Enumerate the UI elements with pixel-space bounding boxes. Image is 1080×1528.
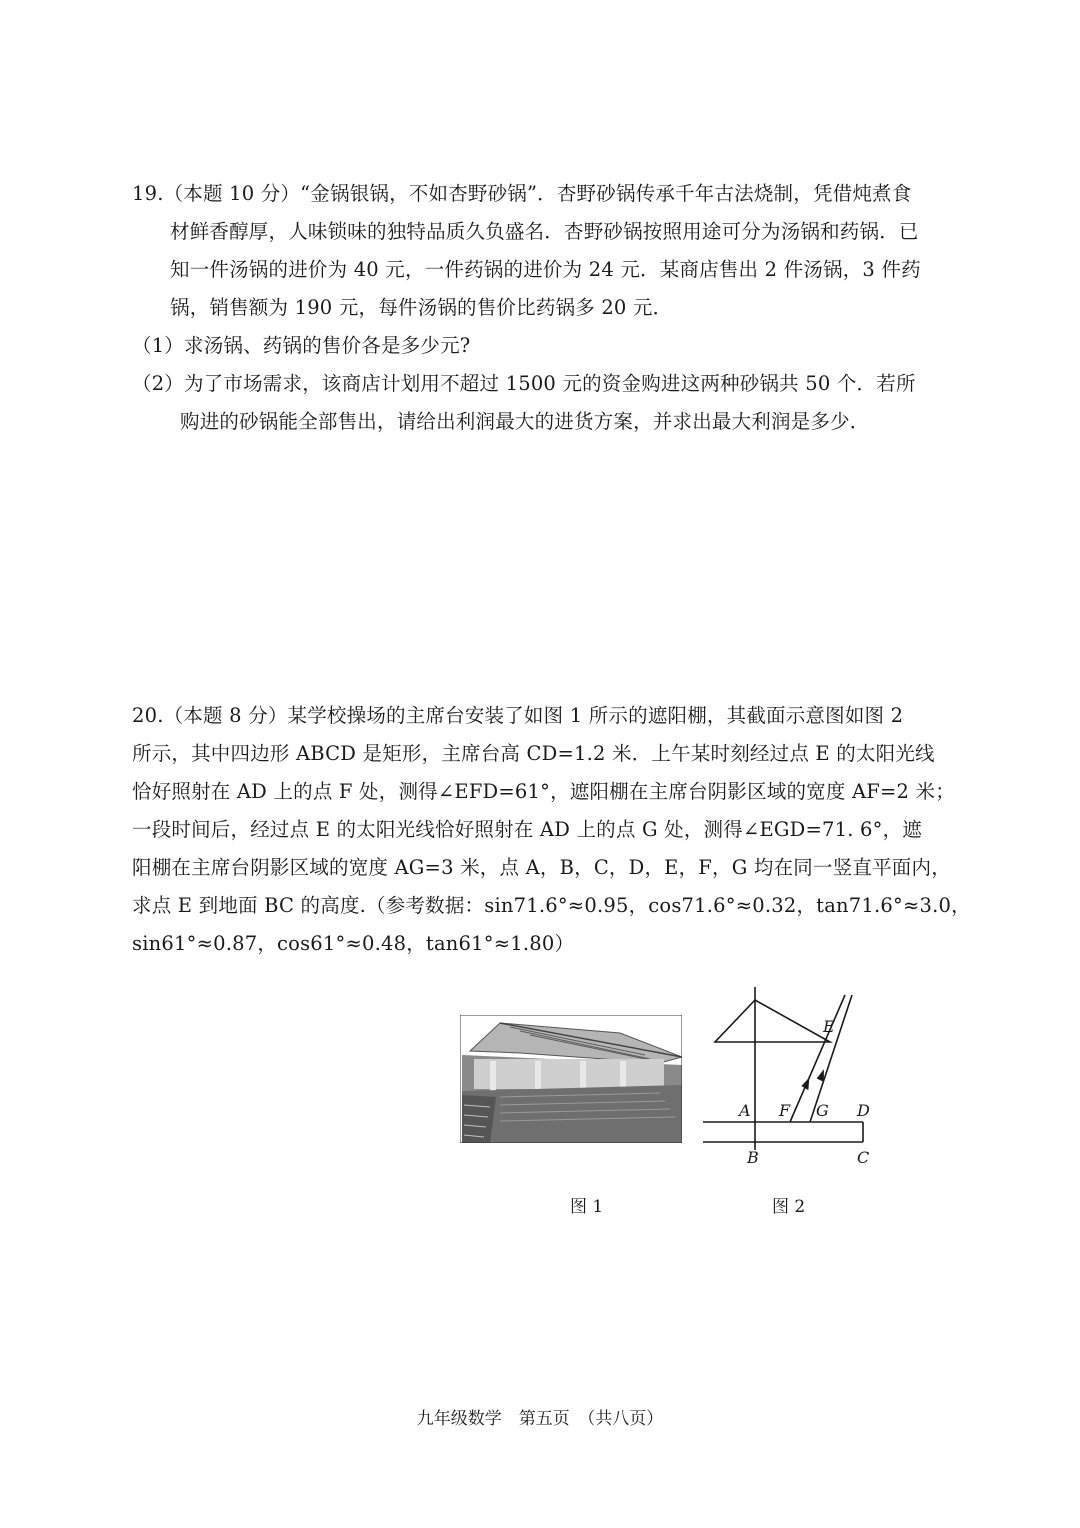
- label-D: D: [857, 1101, 870, 1120]
- figure-1-photo: [460, 1015, 682, 1143]
- label-E: E: [823, 1017, 835, 1036]
- canopy-triangle: [715, 1000, 830, 1042]
- q19-line-3: 知一件汤锅的进价为 40 元，一件药锅的进价为 24 元．某商店售出 2 件汤锅，3 件药: [170, 258, 921, 281]
- q20-line-4: 一段时间后，经过点 E 的太阳光线恰好照射在 AD 上的点 G 处，测得∠EGD=71. 6°，遮: [132, 818, 923, 841]
- figure-2-caption: 图 2: [772, 1197, 806, 1217]
- q19-line-2: 材鲜香醇厚，人味锁味的独特品质久负盛名．杏野砂锅按照用途可分为汤锅和药锅．已: [170, 220, 919, 243]
- label-C: C: [857, 1148, 870, 1167]
- label-F: F: [779, 1101, 791, 1120]
- q19-part-1: （1）求汤锅、药锅的售价各是多少元?: [132, 334, 471, 357]
- q19-line-4: 锅，销售额为 190 元，每件汤锅的售价比药锅多 20 元．: [170, 296, 673, 319]
- q20-line-7: sin61°≈0.87，cos61°≈0.48，tan61°≈1.80）: [132, 932, 575, 955]
- figure-2-diagram: [695, 985, 895, 1170]
- q20-line-3: 恰好照射在 AD 上的点 F 处，测得∠EFD=61°，遮阳棚在主席台阴影区域的宽度 AF=2 米；: [132, 780, 955, 803]
- label-G: G: [816, 1101, 829, 1120]
- label-A: A: [739, 1101, 751, 1120]
- q20-line-2: 所示，其中四边形 ABCD 是矩形，主席台高 CD=1.2 米．上午某时刻经过点 E 的太阳光线: [132, 742, 935, 765]
- figure-1-caption: 图 1: [570, 1197, 604, 1217]
- q19-part-2: （2）为了市场需求，该商店计划用不超过 1500 元的资金购进这两种砂锅共 50 个．若所: [132, 372, 916, 395]
- q20-line-1: 20.（本题 8 分）某学校操场的主席台安装了如图 1 所示的遮阳棚，其截面示意图如图 2: [132, 704, 904, 727]
- q19-line-1: 19.（本题 10 分）“金锅银锅，不如杏野砂锅”．杏野砂锅传承千年古法烧制，凭借炖煮食: [132, 182, 912, 205]
- label-B: B: [747, 1148, 759, 1167]
- page-footer: 九年级数学 第五页 （共八页）: [416, 1409, 664, 1429]
- q19-part-2-cont: 购进的砂锅能全部售出，请给出利润最大的进货方案，并求出最大利润是多少．: [180, 410, 870, 433]
- q20-line-6: 求点 E 到地面 BC 的高度.（参考数据：sin71.6°≈0.95，cos71.6°≈0.32，tan71.6°≈3.0，: [132, 894, 971, 917]
- q20-line-5: 阳棚在主席台阴影区域的宽度 AG=3 米，点 A，B，C，D，E，F，G 均在同一竖直平面内，: [132, 856, 951, 879]
